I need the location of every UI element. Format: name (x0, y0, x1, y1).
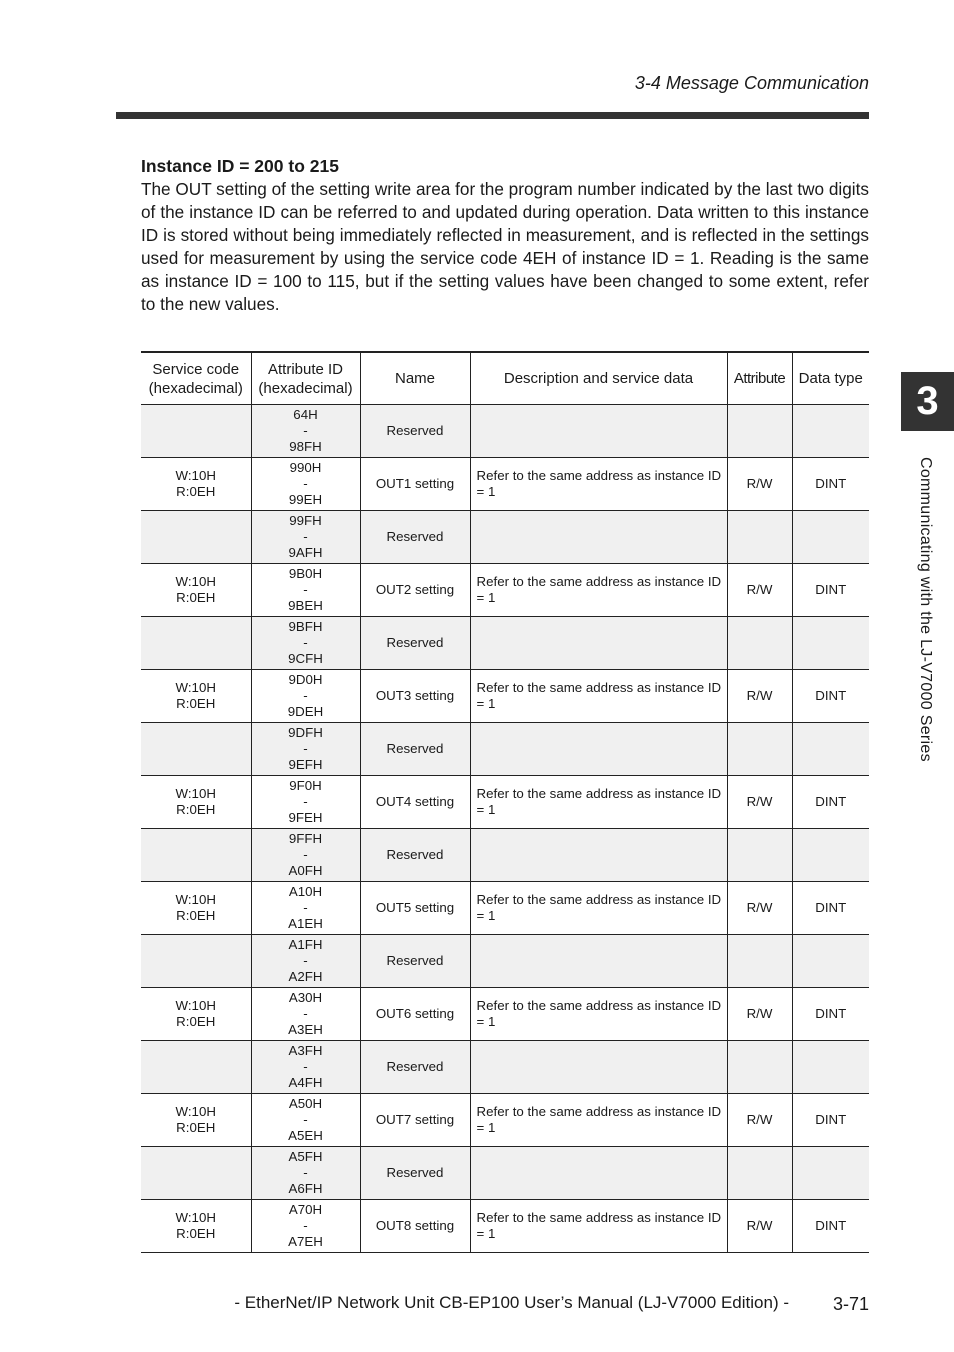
table-row (141, 988, 869, 1041)
cell-name (360, 458, 470, 511)
name-text: OUT6 setting (375, 1006, 455, 1021)
service-code-text: W:10H R:0EH (175, 1104, 216, 1135)
cell-service-code (141, 935, 251, 988)
cell-service-code (141, 405, 251, 458)
data-type-text: DINT (815, 1112, 847, 1127)
cell-service-code (141, 829, 251, 882)
attribute-id-start: A3FH (288, 1043, 323, 1058)
cell-description (470, 564, 727, 617)
attribute-text: R/W (746, 1112, 773, 1127)
service-code-text: W:10H R:0EH (175, 468, 216, 499)
cell-attribute-id (251, 1200, 360, 1253)
header-name: Name (360, 352, 470, 405)
data-type-text: DINT (815, 1218, 847, 1233)
cell-data-type (792, 617, 869, 670)
cell-name (360, 882, 470, 935)
cell-attribute-id (251, 511, 360, 564)
attribute-id-separator: - (303, 953, 308, 968)
cell-data-type (792, 935, 869, 988)
cell-service-code (141, 882, 251, 935)
cell-name (360, 405, 470, 458)
attribute-id-end: 98FH (289, 439, 322, 454)
cell-description (470, 882, 727, 935)
cell-name (360, 988, 470, 1041)
name-text: Reserved (386, 1059, 444, 1074)
data-type-text: DINT (815, 1006, 847, 1021)
cell-service-code (141, 617, 251, 670)
cell-description (470, 723, 727, 776)
cell-description (470, 829, 727, 882)
name-text: OUT3 setting (375, 688, 455, 703)
cell-service-code (141, 458, 251, 511)
attribute-id-start: A1FH (288, 937, 323, 952)
attribute-id-end: 9FEH (288, 810, 323, 825)
attribute-text: R/W (746, 688, 773, 703)
cell-attribute (727, 1041, 792, 1094)
cell-description (470, 1041, 727, 1094)
cell-service-code (141, 1200, 251, 1253)
cell-data-type (792, 1200, 869, 1253)
attribute-id-separator: - (303, 582, 308, 597)
data-type-text: DINT (815, 476, 847, 491)
attribute-id-separator: - (303, 529, 308, 544)
cell-attribute-id (251, 670, 360, 723)
header-attribute: Attribute (727, 352, 792, 405)
cell-description (470, 988, 727, 1041)
cell-data-type (792, 723, 869, 776)
attribute-id-separator: - (303, 635, 308, 650)
cell-attribute-id (251, 405, 360, 458)
name-text: Reserved (386, 1165, 444, 1180)
attribute-id-separator: - (303, 900, 308, 915)
cell-description (470, 405, 727, 458)
attribute-id-start: 9FFH (288, 831, 323, 846)
cell-attribute-id (251, 882, 360, 935)
section-content (141, 155, 869, 315)
attribute-id-separator: - (303, 741, 308, 756)
data-type-text: DINT (815, 582, 847, 597)
name-text: OUT2 setting (375, 582, 455, 597)
cell-attribute (727, 988, 792, 1041)
cell-name (360, 1094, 470, 1147)
chapter-title-vertical: Communicating with the LJ-V7000 Series (917, 457, 934, 762)
cell-attribute-id (251, 988, 360, 1041)
table-row (141, 829, 869, 882)
attribute-text: R/W (746, 794, 773, 809)
name-text: Reserved (386, 423, 444, 438)
cell-service-code (141, 511, 251, 564)
attribute-text: R/W (746, 582, 773, 597)
cell-attribute-id (251, 564, 360, 617)
cell-name (360, 935, 470, 988)
table-row (141, 776, 869, 829)
section-body: The OUT setting of the setting write area for the program number indicated by the last two digits of the instance ID can be referred to and updated during operation. Data written to this instance ID is stored without being immediately reflected in measurement, and is reflected in the settings used for measurement by using the service code 4EH of instance ID = 1. Reading is the same as instance ID = 100 to 115, but if the setting values have been changed to some extent, refer to the new values. (141, 179, 869, 314)
name-text: OUT7 setting (375, 1112, 455, 1127)
cell-attribute-id (251, 617, 360, 670)
cell-attribute-id (251, 723, 360, 776)
cell-name (360, 829, 470, 882)
cell-description (470, 511, 727, 564)
attribute-id-start: A30H (288, 990, 323, 1005)
cell-data-type (792, 458, 869, 511)
name-text: OUT8 setting (375, 1218, 455, 1233)
cell-name (360, 723, 470, 776)
cell-attribute-id (251, 1094, 360, 1147)
description-text: Refer to the same address as instance ID = 1 (476, 680, 722, 711)
cell-attribute (727, 564, 792, 617)
attribute-id-end: A1EH (288, 916, 323, 931)
cell-description (470, 935, 727, 988)
cell-attribute (727, 1147, 792, 1200)
cell-data-type (792, 511, 869, 564)
attribute-id-end: A5EH (288, 1128, 323, 1143)
cell-name (360, 1147, 470, 1200)
header-data-type: Data type (792, 352, 869, 405)
attribute-id-separator: - (303, 423, 308, 438)
header-attribute-id: Attribute ID (hexadecimal) (251, 352, 360, 405)
cell-data-type (792, 1094, 869, 1147)
attribute-id-end: A3EH (288, 1022, 323, 1037)
description-text: Refer to the same address as instance ID = 1 (476, 786, 722, 817)
cell-attribute-id (251, 1147, 360, 1200)
cell-description (470, 1200, 727, 1253)
attribute-id-end: A2FH (288, 969, 323, 984)
cell-service-code (141, 776, 251, 829)
name-text: Reserved (386, 635, 444, 650)
attribute-id-start: 9F0H (289, 778, 322, 793)
cell-name (360, 1200, 470, 1253)
cell-attribute (727, 511, 792, 564)
cell-attribute (727, 723, 792, 776)
attribute-id-separator: - (303, 1218, 308, 1233)
attribute-id-end: 9EFH (288, 757, 323, 772)
attribute-id-end: 9CFH (288, 651, 323, 666)
header-service-code: Service code (hexadecimal) (141, 352, 251, 405)
cell-attribute (727, 935, 792, 988)
cell-attribute (727, 1094, 792, 1147)
cell-attribute (727, 1200, 792, 1253)
attribute-id-separator: - (303, 794, 308, 809)
cell-data-type (792, 1041, 869, 1094)
cell-attribute (727, 829, 792, 882)
cell-service-code (141, 723, 251, 776)
table-row (141, 670, 869, 723)
cell-name (360, 1041, 470, 1094)
table-row (141, 1041, 869, 1094)
running-header-title: 3-4 Message Communication (634, 73, 869, 93)
attribute-text: R/W (746, 476, 773, 491)
cell-data-type (792, 1147, 869, 1200)
attribute-id-separator: - (303, 1006, 308, 1021)
description-text: Refer to the same address as instance ID = 1 (476, 468, 722, 499)
attribute-id-start: 64H (293, 407, 318, 422)
header-rule (116, 112, 869, 119)
cell-attribute (727, 458, 792, 511)
attribute-id-start: 9B0H (288, 566, 323, 581)
cell-description (470, 776, 727, 829)
attribute-id-end: A0FH (288, 863, 323, 878)
cell-attribute (727, 617, 792, 670)
table-row (141, 723, 869, 776)
service-code-text: W:10H R:0EH (175, 574, 216, 605)
section-heading: Instance ID = 200 to 215 (141, 156, 339, 176)
cell-attribute-id (251, 935, 360, 988)
table-row (141, 1147, 869, 1200)
cell-data-type (792, 405, 869, 458)
attribute-id-start: A70H (288, 1202, 323, 1217)
cell-data-type (792, 670, 869, 723)
attribute-id-start: A10H (288, 884, 323, 899)
cell-data-type (792, 776, 869, 829)
table-row (141, 405, 869, 458)
cell-attribute-id (251, 1041, 360, 1094)
cell-name (360, 564, 470, 617)
cell-attribute-id (251, 829, 360, 882)
attribute-table (141, 351, 869, 1253)
name-text: Reserved (386, 953, 444, 968)
attribute-id-end: A4FH (288, 1075, 323, 1090)
service-code-text: W:10H R:0EH (175, 786, 216, 817)
service-code-text: W:10H R:0EH (175, 680, 216, 711)
header-description: Description and service data (470, 352, 727, 405)
attribute-id-separator: - (303, 1112, 308, 1127)
attribute-id-start: 9D0H (288, 672, 323, 687)
table-row (141, 935, 869, 988)
cell-service-code (141, 1094, 251, 1147)
data-type-text: DINT (815, 794, 847, 809)
attribute-text: R/W (746, 1006, 773, 1021)
cell-service-code (141, 1147, 251, 1200)
description-text: Refer to the same address as instance ID = 1 (476, 1210, 722, 1241)
attribute-id-end: 9DEH (287, 704, 324, 719)
cell-data-type (792, 829, 869, 882)
attribute-id-start: A5FH (288, 1149, 323, 1164)
table-row (141, 511, 869, 564)
cell-description (470, 458, 727, 511)
table-header-row (141, 352, 869, 405)
attribute-id-separator: - (303, 688, 308, 703)
name-text: Reserved (386, 529, 444, 544)
attribute-id-start: 990H (289, 460, 322, 475)
cell-attribute-id (251, 776, 360, 829)
cell-name (360, 776, 470, 829)
table-row (141, 617, 869, 670)
attribute-text: R/W (746, 900, 773, 915)
service-code-text: W:10H R:0EH (175, 892, 216, 923)
attribute-id-start: 9BFH (288, 619, 323, 634)
cell-description (470, 617, 727, 670)
cell-attribute-id (251, 458, 360, 511)
name-text: Reserved (386, 847, 444, 862)
data-type-text: DINT (815, 688, 847, 703)
table-row (141, 1200, 869, 1253)
cell-service-code (141, 564, 251, 617)
cell-data-type (792, 882, 869, 935)
cell-name (360, 617, 470, 670)
description-text: Refer to the same address as instance ID = 1 (476, 892, 722, 923)
name-text: Reserved (386, 741, 444, 756)
cell-attribute (727, 882, 792, 935)
table-row (141, 882, 869, 935)
attribute-id-end: 9BEH (288, 598, 323, 613)
attribute-id-start: 99FH (289, 513, 322, 528)
attribute-id-end: A7EH (288, 1234, 323, 1249)
cell-name (360, 670, 470, 723)
cell-service-code (141, 670, 251, 723)
name-text: OUT4 setting (375, 794, 455, 809)
name-text: OUT1 setting (375, 476, 455, 491)
cell-data-type (792, 564, 869, 617)
cell-name (360, 511, 470, 564)
page-number: 3-71 (832, 1294, 869, 1314)
table-row (141, 458, 869, 511)
footer-manual-title: - EtherNet/IP Network Unit CB-EP100 User’s Manual (LJ-V7000 Edition) - (234, 1293, 789, 1312)
service-code-text: W:10H R:0EH (175, 998, 216, 1029)
cell-description (470, 1094, 727, 1147)
chapter-number-tab: 3 (901, 372, 954, 431)
description-text: Refer to the same address as instance ID = 1 (476, 574, 722, 605)
cell-description (470, 1147, 727, 1200)
attribute-id-start: A50H (288, 1096, 323, 1111)
cell-data-type (792, 988, 869, 1041)
cell-service-code (141, 1041, 251, 1094)
attribute-id-end: 9AFH (288, 545, 323, 560)
cell-attribute (727, 776, 792, 829)
table-row (141, 564, 869, 617)
attribute-id-end: A6FH (288, 1181, 323, 1196)
description-text: Refer to the same address as instance ID = 1 (476, 998, 722, 1029)
attribute-id-separator: - (303, 847, 308, 862)
attribute-id-start: 9DFH (288, 725, 323, 740)
attribute-id-separator: - (303, 476, 308, 491)
cell-service-code (141, 988, 251, 1041)
table-row (141, 1094, 869, 1147)
attribute-id-separator: - (303, 1059, 308, 1074)
cell-description (470, 670, 727, 723)
attribute-id-separator: - (303, 1165, 308, 1180)
attribute-text: R/W (746, 1218, 773, 1233)
service-code-text: W:10H R:0EH (175, 1210, 216, 1241)
cell-attribute (727, 670, 792, 723)
name-text: OUT5 setting (375, 900, 455, 915)
description-text: Refer to the same address as instance ID = 1 (476, 1104, 722, 1135)
data-type-text: DINT (815, 900, 847, 915)
attribute-id-end: 99EH (288, 492, 323, 507)
cell-attribute (727, 405, 792, 458)
